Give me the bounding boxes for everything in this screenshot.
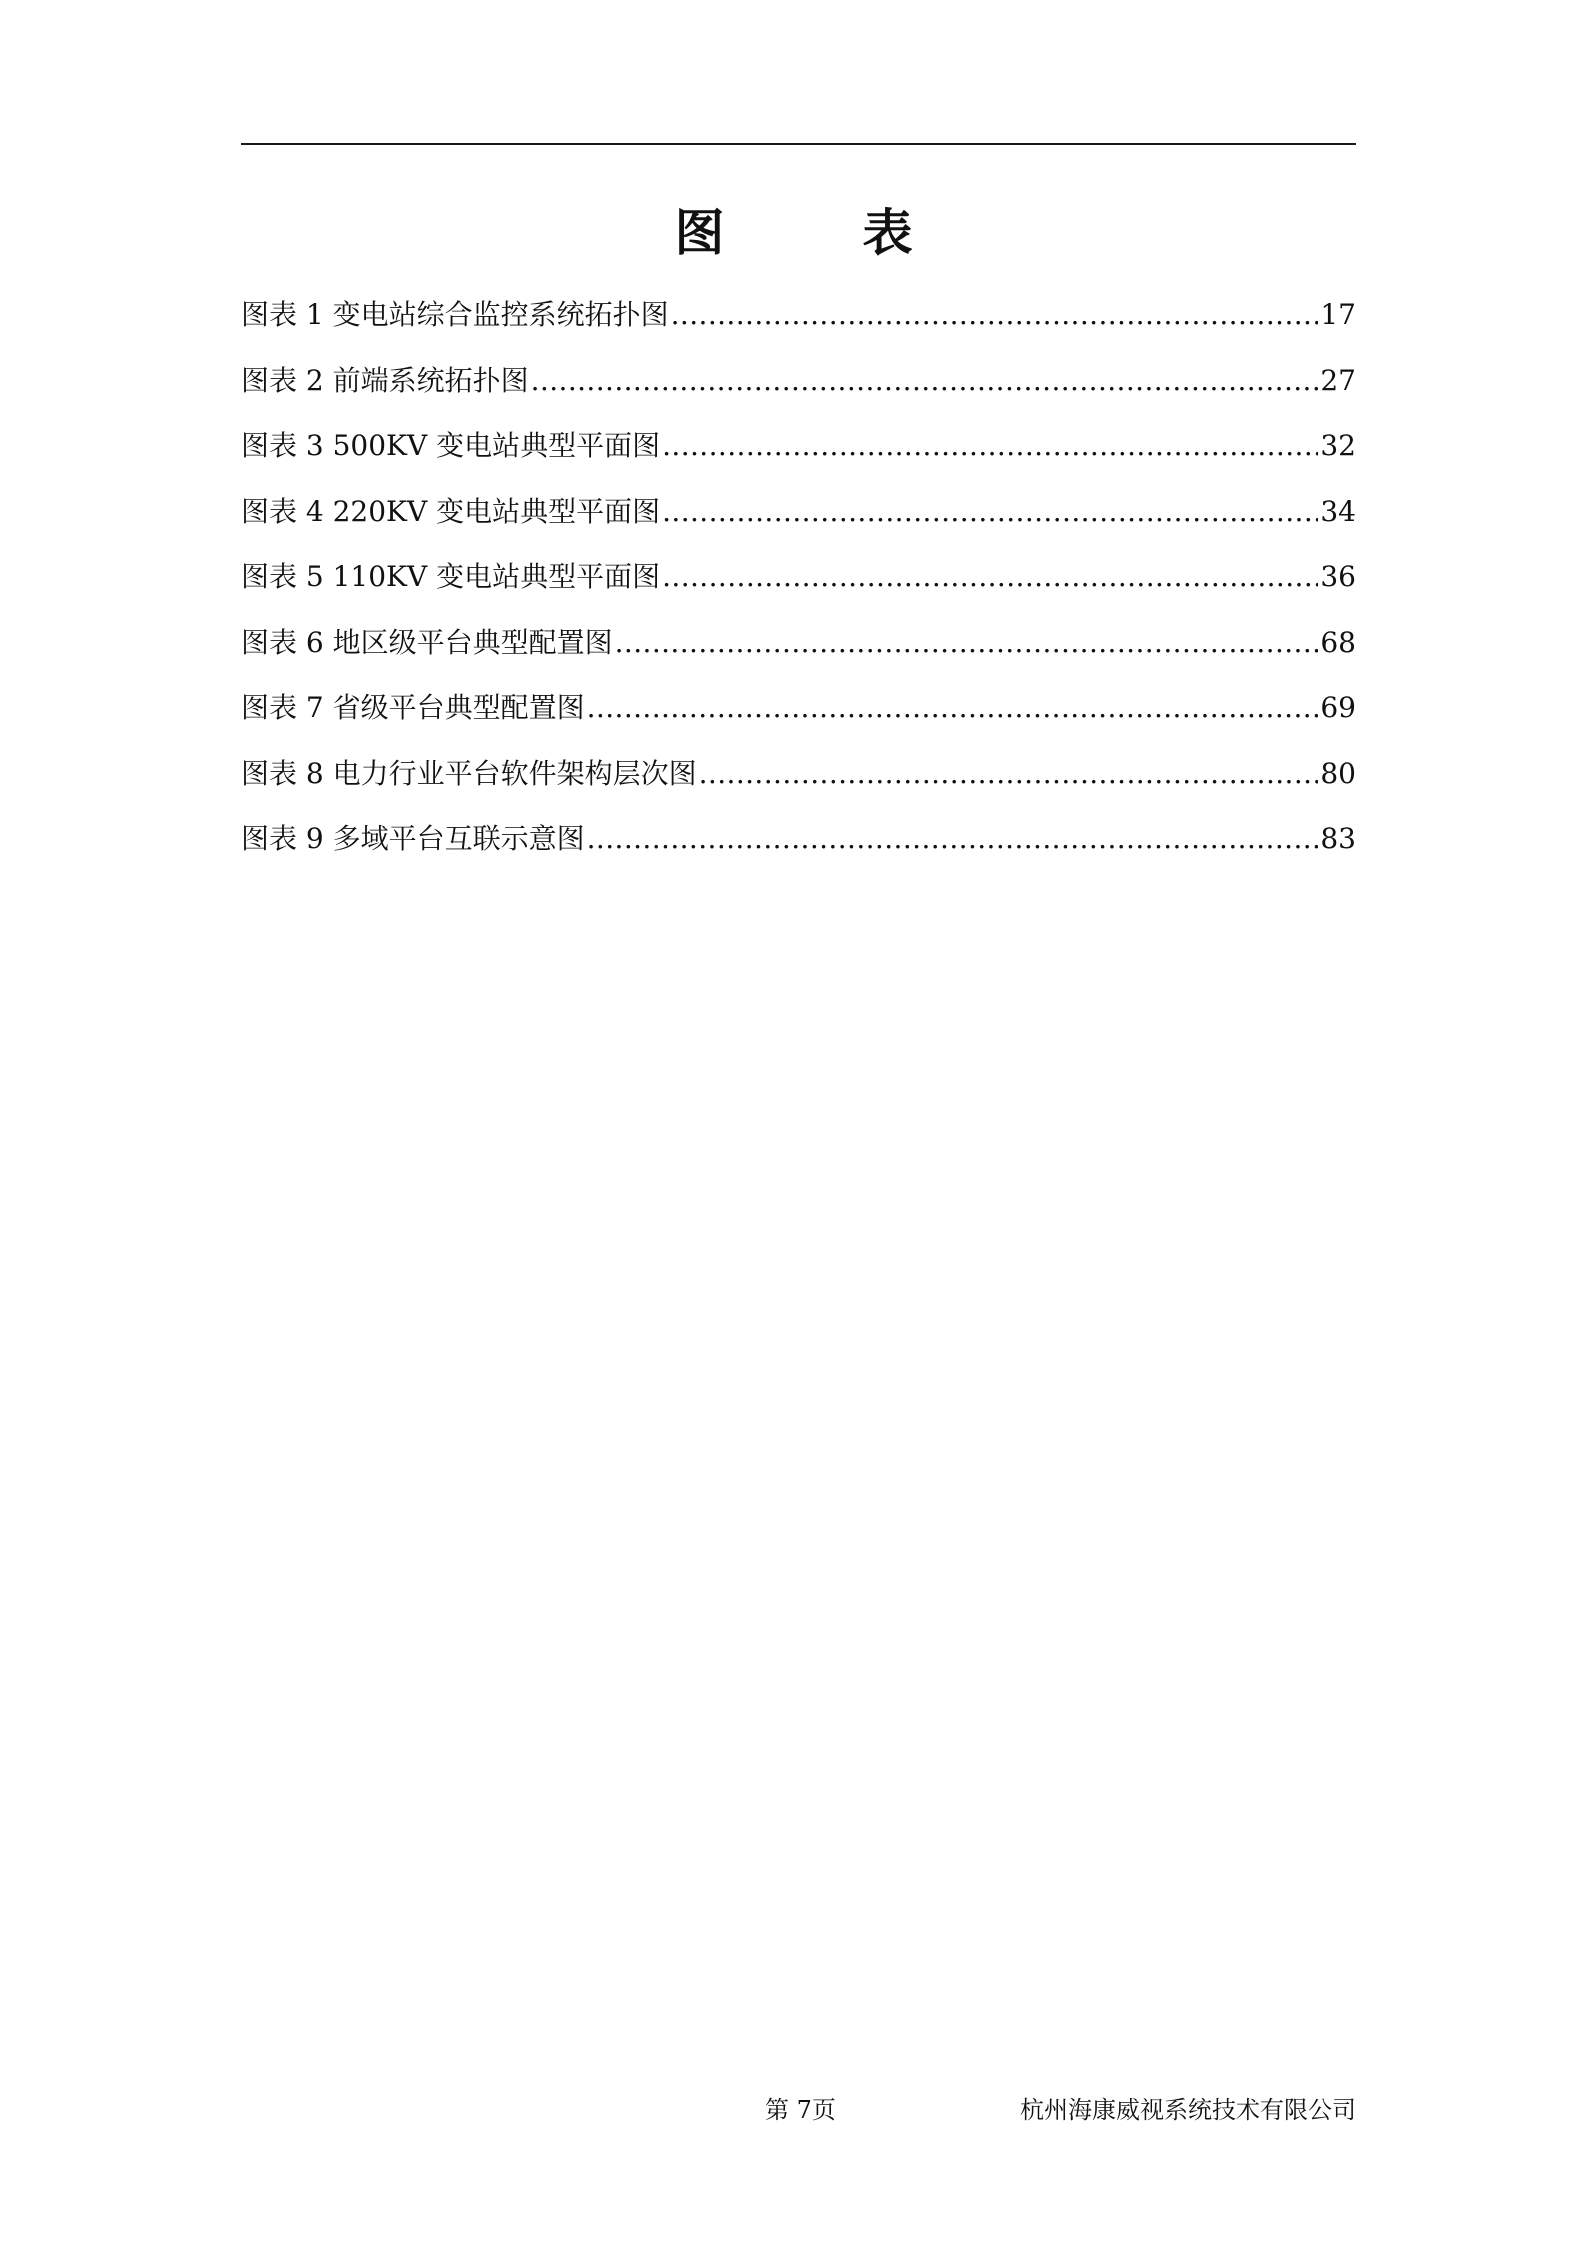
toc-entry[interactable] <box>241 749 1356 815</box>
toc-entry-label: 图表 6 地区级平台典型配置图 <box>241 625 613 659</box>
toc-entry[interactable] <box>241 356 1356 422</box>
toc-dot-leader <box>587 683 1319 733</box>
toc-dot-leader <box>531 356 1319 406</box>
toc-entry-page: 34 <box>1320 494 1356 528</box>
toc-entry[interactable] <box>241 552 1356 618</box>
toc-entry-page: 36 <box>1320 560 1356 593</box>
toc-entry-label: 图表 1 变电站综合监控系统拓扑图 <box>241 298 669 331</box>
toc-entry-label: 图表 5 110KV 变电站典型平面图 <box>241 560 661 593</box>
toc-entry[interactable] <box>241 683 1356 749</box>
toc-entry-page: 68 <box>1320 625 1356 659</box>
footer-company-name: 杭州海康威视系统技术有限公司 <box>1020 2096 1356 2124</box>
toc-entry-page: 32 <box>1320 429 1356 462</box>
footer-page-number: 第 7页 <box>765 2096 836 2124</box>
toc-dot-leader <box>699 749 1319 799</box>
toc-entry-page: 17 <box>1320 298 1356 331</box>
figure-toc-list <box>241 290 1356 880</box>
toc-entry[interactable] <box>241 290 1356 356</box>
toc-dot-leader <box>662 421 1318 471</box>
toc-entry-page: 27 <box>1320 363 1356 397</box>
header-rule <box>241 143 1356 145</box>
toc-entry-page: 69 <box>1320 691 1356 724</box>
toc-entry-label: 图表 4 220KV 变电站典型平面图 <box>241 494 661 528</box>
toc-entry-page: 80 <box>1320 756 1356 790</box>
toc-entry[interactable] <box>241 421 1356 487</box>
toc-entry-label: 图表 9 多域平台互联示意图 <box>241 822 585 855</box>
toc-dot-leader <box>587 814 1319 864</box>
toc-dot-leader <box>662 552 1318 602</box>
toc-entry-label: 图表 2 前端系统拓扑图 <box>241 363 529 397</box>
toc-dot-leader <box>662 487 1318 537</box>
toc-entry-label: 图表 8 电力行业平台软件架构层次图 <box>241 756 697 790</box>
toc-entry[interactable] <box>241 814 1356 880</box>
toc-entry-label: 图表 3 500KV 变电站典型平面图 <box>241 429 661 462</box>
toc-entry-label: 图表 7 省级平台典型配置图 <box>241 691 585 724</box>
toc-dot-leader <box>615 618 1319 668</box>
toc-entry[interactable] <box>241 487 1356 553</box>
page-title: 图 表 <box>674 204 957 262</box>
toc-dot-leader <box>671 290 1319 340</box>
toc-entry-page: 83 <box>1320 822 1356 855</box>
toc-entry[interactable] <box>241 618 1356 684</box>
